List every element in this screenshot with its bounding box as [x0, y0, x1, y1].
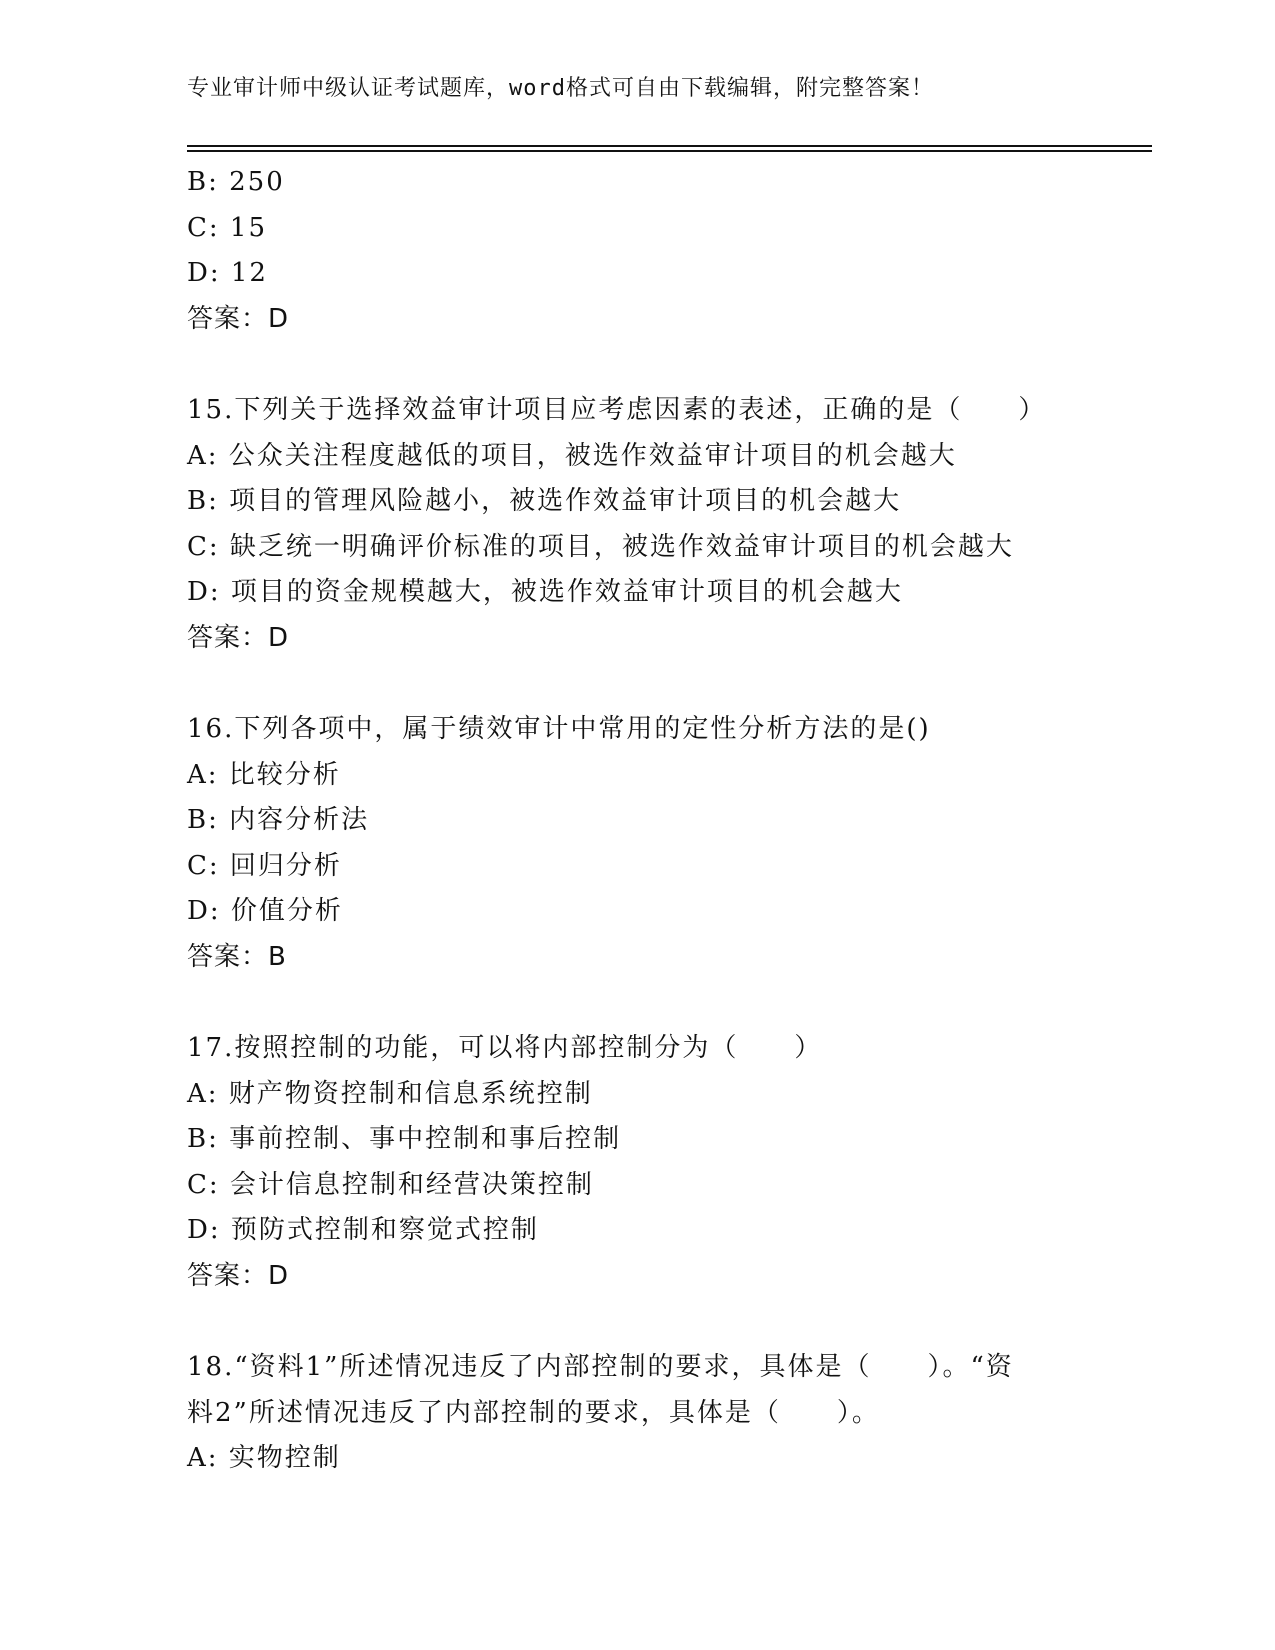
question-stem-line-2: 料2”所述情况违反了内部控制的要求，具体是（ ）。: [187, 1397, 880, 1428]
answer: 答案：D: [187, 303, 290, 334]
question-stem-line-1: 18.“资料1”所述情况违反了内部控制的要求，具体是（ ）。“资: [187, 1352, 1014, 1382]
header-rule-top: [187, 145, 1152, 147]
question-stem: 16.下列各项中，属于绩效审计中常用的定性分析方法的是(): [187, 714, 931, 744]
option-a: A: 比较分析: [187, 759, 341, 790]
question-stem: 15.下列关于选择效益审计项目应考虑因素的表述，正确的是（ ）: [187, 395, 1047, 425]
spacer: [187, 980, 1087, 1026]
header-rule-bottom: [187, 150, 1152, 152]
question-14-continued: [187, 160, 1087, 342]
question-stem: 17.按照控制的功能，可以将内部控制分为（ ）: [187, 1033, 823, 1063]
option-b: B: 事前控制、事中控制和事后控制: [187, 1124, 622, 1154]
question-list: [187, 160, 1087, 1482]
spacer: [187, 1299, 1087, 1345]
option-d: D: 价值分析: [187, 896, 343, 926]
spacer: [187, 661, 1087, 707]
answer: 答案：D: [187, 1260, 290, 1291]
option-c: C: 会计信息控制和经营决策控制: [187, 1169, 594, 1200]
option-d: D: 项目的资金规模越大，被选作效益审计项目的机会越大: [187, 577, 903, 607]
answer: 答案：B: [187, 941, 287, 972]
option-d: D: 12: [187, 258, 268, 288]
answer: 答案：D: [187, 622, 290, 653]
option-b: B: 250: [187, 167, 285, 197]
option-b: B: 项目的管理风险越小，被选作效益审计项目的机会越大: [187, 486, 902, 516]
option-a: A: 公众关注程度越低的项目，被选作效益审计项目的机会越大: [187, 440, 957, 471]
option-a: A: 实物控制: [187, 1443, 341, 1473]
option-c: C: 缺乏统一明确评价标准的项目，被选作效益审计项目的机会越大: [187, 531, 1014, 562]
option-c: C: 15: [187, 212, 268, 243]
page-header: 专业审计师中级认证考试题库，word格式可自由下载编辑，附完整答案！: [187, 76, 934, 101]
option-d: D: 预防式控制和察觉式控制: [187, 1215, 539, 1245]
option-b: B: 内容分析法: [187, 805, 370, 835]
question-17: [187, 1026, 1087, 1299]
question-16: [187, 707, 1087, 980]
option-a: A: 财产物资控制和信息系统控制: [187, 1078, 593, 1109]
spacer: [187, 342, 1087, 388]
question-18: [187, 1345, 1087, 1482]
option-c: C: 回归分析: [187, 850, 342, 881]
question-15: [187, 388, 1087, 661]
